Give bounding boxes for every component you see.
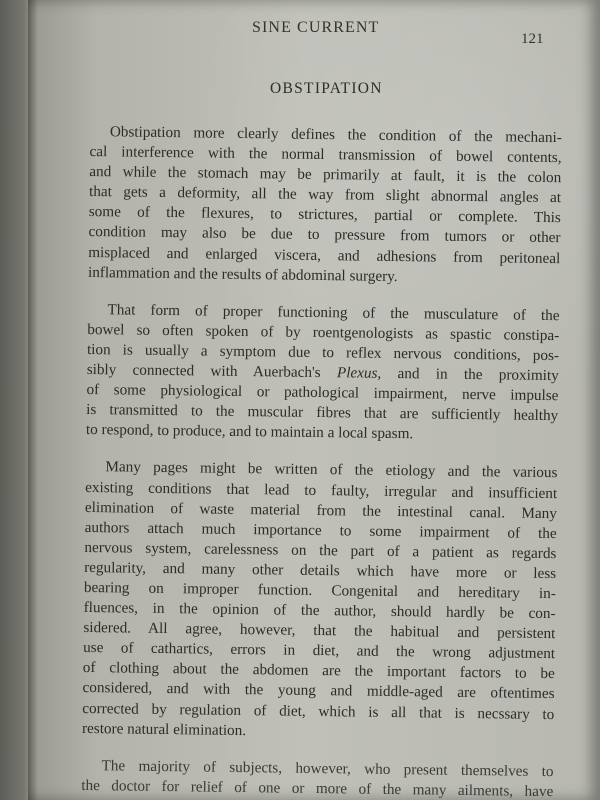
- text-line: bowel so often spoken of by roentgenologists as spastic constipa-: [87, 320, 560, 345]
- text-line: and while the stomach may be primarily at fault, it is the colon: [89, 163, 562, 187]
- paragraph-obstipation-definition: [88, 122, 562, 289]
- text-line: restore natural elimination.: [81, 719, 247, 739]
- page-binding-shadow: [28, 0, 38, 800]
- section-title: OBSTIPATION: [270, 80, 383, 97]
- text-line: of some physiological or pathological impairment, nerve impulse: [86, 381, 559, 405]
- italic-term: Plexus,: [336, 364, 382, 382]
- text-line: use of cathartics, errors in diet, and the wrong adjustment: [83, 639, 556, 663]
- text-line: cal interference with the normal transmission of bowel contents,: [89, 143, 562, 167]
- text-line: to respond, to produce, and to maintain a local spasm.: [85, 421, 414, 443]
- text-line: is transmitted to the muscular fibres that are sufficiently healthy: [86, 401, 559, 425]
- text-line: elimination of waste material from the intestinal canal. Many: [84, 498, 558, 522]
- text-line: considered, and with the young and middle-aged are oftentimes: [82, 679, 555, 703]
- text-line: nervous system, carelessness on the part of a patient as regards: [84, 538, 557, 562]
- text-line: Many pages might be written of the etiology and the various: [105, 458, 558, 482]
- text-line: bearing on improper function. Congenital and hereditary in-: [83, 578, 556, 603]
- text-line: condition may also be due to pressure from tumors or other: [88, 223, 561, 247]
- text-line: The majority of subjects, however, who present themselves to: [101, 756, 554, 780]
- page-body: [81, 122, 562, 800]
- text-line: some of the flexures, to strictures, partial or complete. This: [88, 203, 561, 227]
- text-line: that gets a deformity, all the way from slight abnormal angles at: [88, 183, 562, 207]
- text-line: inflammation and the results of abdominal surgery.: [87, 263, 398, 285]
- page-number: 121: [521, 31, 544, 47]
- text-fragment: and in the proximity: [381, 364, 559, 385]
- text-line: That form of proper functioning of the musculature of the: [107, 300, 560, 324]
- text-line: existing conditions that lead to faulty, irregular and insufficient: [85, 478, 558, 502]
- text-line: regularity, and many other details which have more or less: [84, 558, 557, 583]
- text-line: of clothing about the abdomen are the important factors to be: [82, 659, 555, 683]
- paragraph-spastic-constipation: [86, 300, 560, 447]
- book-page: [28, 0, 600, 800]
- text-fragment: sibly connected with Auerbach's: [86, 361, 338, 382]
- paragraph-etiology: [82, 457, 558, 744]
- text-line: authors attach much importance to some impairment of the: [84, 518, 557, 542]
- text-line: tion is usually a symptom due to reflex nervous conditions, pos-: [86, 340, 560, 365]
- text-line: misplaced and enlarged viscera, and adhesions from peritoneal: [88, 243, 561, 267]
- text-line: Obstipation more clearly defines the condition of the mechani-: [109, 123, 562, 147]
- text-line: sidered. All agree, however, that the habitual and persistent: [83, 619, 556, 643]
- text-line: fluences, in the opinion of the author, should hardly be con-: [83, 599, 556, 623]
- paragraph-majority-subjects: [81, 756, 553, 800]
- text-line: the doctor for relief of one or more of the many ailments, have: [81, 776, 554, 800]
- text-line: corrected by regulation of diet, which is all that is necssary to: [82, 699, 555, 723]
- running-header: SINE CURRENT: [252, 19, 380, 36]
